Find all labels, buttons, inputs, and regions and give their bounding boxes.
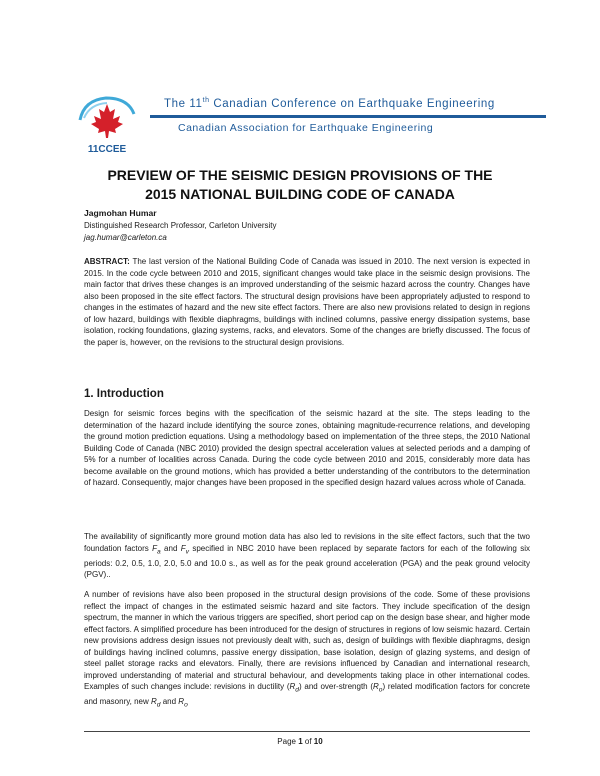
- paragraph-3: A number of revisions have also been proposed in the structural design provisions of the code. Some of these provisions reflect the impact of changes in the estimated seismic hazard and site factors. They include specification of the design spectrum, the manner in which the various triggers are specified, short period cap on the design base shear, and higher mode effect factors. A simplified procedure has been introduced for the design of structures in regions of low seismic hazard. Certain new provisions address design issues not previously dealt with, such as, design of buildings with flexible diaphragms, design of buildings having inclined columns, passive energy dissipation, base isolation, design of glazing systems, and design of steel pallet storage racks and elevators. Finally, there are revisions influenced by Canadian and international research, improved understanding of material and structural behaviour, and developments taking place in other international codes. Examples of such changes include: revisions in ductility $(R_d)$ and over-strength $(R_o)$ related modification factors for concrete and masonry, new $R_d$ and $R_o$: [84, 590, 531, 709]
- conference-title: The 11th Canadian Conference on Earthquake Engineering: [164, 97, 495, 110]
- maple-leaf-wave-icon: [74, 92, 140, 156]
- paragraph-2: The availability of significantly more ground motion data has also led to revisions in the site effect factors, such that the two foundation factors $F_a$ and $F_v$ specified in NBC 2010 have been replaced by separate factors for each of the following six periods: 0.2, 0.5, 1.0, 2.0, 5.0 and 10.0 s., as well as for the peak ground acceleration (PGA) and the peak ground velocity (PGV)..: [84, 532, 531, 580]
- header-rule: [150, 115, 546, 118]
- page-number: Page 1 of 10: [277, 737, 323, 746]
- footer-rule: [84, 731, 530, 732]
- association-name: Canadian Association for Earthquake Engineering: [178, 122, 434, 134]
- conference-logo: [74, 92, 140, 156]
- author-email[interactable]: jag.humar@carleton.ca: [84, 233, 167, 242]
- logo-text: 11CCEE: [87, 144, 127, 155]
- section-heading: 1. Introduction: [84, 388, 164, 400]
- abstract-text: The last version of the National Building Code of Canada was issued in 2010. The next version is expected in 2015. In the code cycle between 2010 and 2015, significant changes would take place in the seismic design provisions. The main factor that drives these changes is an improved understanding of the seismic hazard across the country. Changes have also been proposed in the site effect factors. The structural design provisions have been appropriately adjusted to respond to changes in the estimates of hazard and the new site effect factors. There are also new provisions related to design in regions of low hazard, buildings with flexible diaphragms, buildings with inclined columns, passive energy dissipation systems, base isolation, rocking foundations, glazing systems, racks, and elevators. Some of the changes are briefly discussed. The focus of the paper is, however, on the revisions to the structural design provisions.: [84, 257, 530, 347]
- paper-title: PREVIEW OF THE SEISMIC DESIGN PROVISIONS OF THE 2015 NATIONAL BUILDING CODE OF CANADA: [107, 167, 493, 202]
- paragraph-1: Design for seismic forces begins with the specification of the seismic hazard at the site. The steps leading to the determination of the hazard include identifying the source zones, obtaining magnitude-recurrence relations, and developing the ground motion prediction equations. Using a methodology based on implementation of the three steps, the 2010 National Building Code of Canada (NBC 2010) provided the design spectral acceleration values at selected periods and a damping of 5% for a number of localities across Canada. During the code cycle between 2010 and 2015, considerably more data has become available on the ground motions, which has provided a better understanding of the contributors to the determination of hazard. Consequently, major changes have been proposed in the specified design hazard values across whole of Canada.: [84, 409, 530, 487]
- author-name: Jagmohan Humar: [84, 208, 157, 218]
- abstract: [84, 256, 530, 348]
- abstract-label: ABSTRACT:: [84, 257, 130, 266]
- author-affiliation: Distinguished Research Professor, Carleton University: [84, 221, 277, 230]
